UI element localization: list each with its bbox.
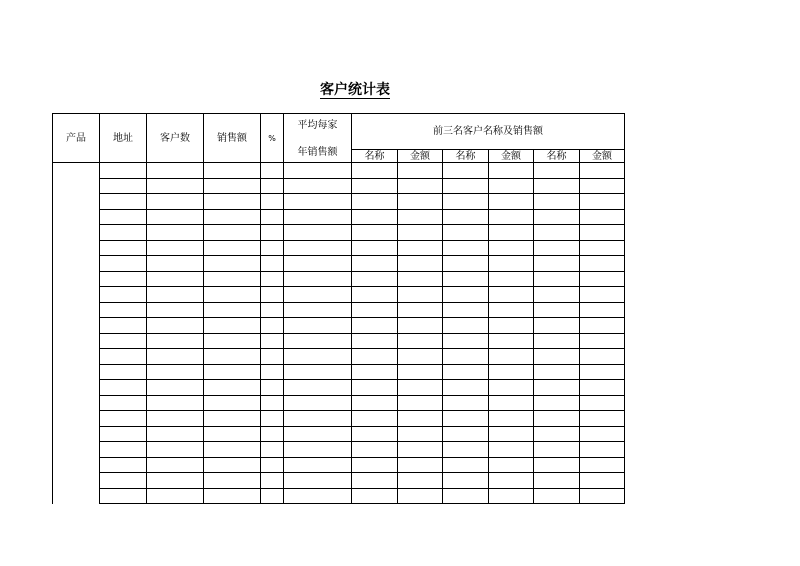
header-customer-count: 客户数 [147,114,204,163]
table-cell[interactable] [147,411,204,427]
table-cell[interactable] [580,488,625,504]
table-cell[interactable] [580,302,625,318]
table-row [53,349,625,365]
table-cell[interactable] [352,209,398,225]
table-cell[interactable] [534,395,580,411]
table-cell[interactable] [580,209,625,225]
subheader-name-3: 名称 [534,150,580,163]
table-cell[interactable] [398,380,443,396]
table-cell[interactable] [147,178,204,194]
table-cell[interactable] [204,457,261,473]
table-cell[interactable] [147,380,204,396]
table-cell[interactable] [398,318,443,334]
table-cell[interactable] [352,333,398,349]
table-cell[interactable] [580,225,625,241]
table-cell[interactable] [398,364,443,380]
table-row [53,178,625,194]
table-cell[interactable] [398,240,443,256]
header-product: 产品 [53,114,100,163]
table-cell[interactable] [100,380,147,396]
table-cell[interactable] [284,411,352,427]
table-cell[interactable] [147,457,204,473]
table-cell[interactable] [147,240,204,256]
table-cell[interactable] [398,163,443,179]
table-cell[interactable] [534,349,580,365]
table-cell[interactable] [352,457,398,473]
table-cell[interactable] [352,349,398,365]
table-cell[interactable] [443,426,489,442]
table-cell[interactable] [580,473,625,489]
table-cell[interactable] [100,163,147,179]
table-cell[interactable] [204,287,261,303]
table-cell[interactable] [147,225,204,241]
table-cell[interactable] [204,302,261,318]
table-cell[interactable] [284,349,352,365]
table-cell[interactable] [100,256,147,272]
table-cell[interactable] [534,240,580,256]
table-cell[interactable] [398,349,443,365]
table-cell[interactable] [534,364,580,380]
table-cell[interactable] [489,256,534,272]
table-cell[interactable] [534,442,580,458]
table-cell[interactable] [147,442,204,458]
table-cell[interactable] [443,178,489,194]
header-row [53,114,625,150]
table-cell[interactable] [352,395,398,411]
table-cell[interactable] [443,457,489,473]
table-cell[interactable] [204,225,261,241]
table-cell[interactable] [398,473,443,489]
table-cell[interactable] [534,318,580,334]
table-cell[interactable] [534,473,580,489]
table-row [53,426,625,442]
table-cell[interactable] [580,240,625,256]
table-cell[interactable] [204,426,261,442]
table-row [53,318,625,334]
table-cell[interactable] [534,163,580,179]
table-cell[interactable] [534,209,580,225]
table-cell[interactable] [147,473,204,489]
table-cell[interactable] [204,488,261,504]
table-cell[interactable] [284,457,352,473]
table-cell[interactable] [352,442,398,458]
table-cell[interactable] [261,473,284,489]
table-cell[interactable] [489,194,534,210]
table-cell[interactable] [352,380,398,396]
table-cell[interactable] [261,333,284,349]
table-cell[interactable] [489,271,534,287]
table-cell[interactable] [443,209,489,225]
table-cell[interactable] [147,163,204,179]
subheader-name-2: 名称 [443,150,489,163]
table-cell[interactable] [352,256,398,272]
table-row [53,240,625,256]
table-cell[interactable] [352,426,398,442]
table-cell[interactable] [204,333,261,349]
table-row [53,163,625,179]
table-cell[interactable] [100,364,147,380]
table-row [53,488,625,504]
table-cell[interactable] [261,364,284,380]
table-cell[interactable] [204,473,261,489]
table-cell[interactable] [489,442,534,458]
table-cell[interactable] [489,240,534,256]
table-row [53,395,625,411]
table-cell[interactable] [580,349,625,365]
customer-stats-table [52,113,625,504]
table-row [53,271,625,287]
table-cell[interactable] [489,318,534,334]
table-cell[interactable] [284,271,352,287]
table-cell[interactable] [147,426,204,442]
table-cell[interactable] [147,209,204,225]
table-cell[interactable] [204,349,261,365]
table-cell[interactable] [100,271,147,287]
table-cell[interactable] [284,209,352,225]
table-cell[interactable] [261,380,284,396]
table-cell[interactable] [534,256,580,272]
table-cell[interactable] [534,457,580,473]
table-cell[interactable] [352,364,398,380]
table-cell[interactable] [204,178,261,194]
table-cell[interactable] [580,271,625,287]
table-cell[interactable] [204,240,261,256]
table-cell[interactable] [204,411,261,427]
table-cell[interactable] [100,209,147,225]
table-cell[interactable] [204,271,261,287]
table-cell[interactable] [534,178,580,194]
table-cell[interactable] [261,194,284,210]
table-cell[interactable] [534,194,580,210]
table-cell[interactable] [261,488,284,504]
table-cell[interactable] [100,302,147,318]
table-row [53,302,625,318]
table-cell[interactable] [580,457,625,473]
table-cell[interactable] [261,349,284,365]
table-cell[interactable] [352,178,398,194]
table-cell[interactable] [284,426,352,442]
table-cell[interactable] [352,302,398,318]
table-cell[interactable] [204,194,261,210]
table-cell[interactable] [261,178,284,194]
table-cell[interactable] [100,411,147,427]
table-cell[interactable] [443,194,489,210]
table-cell[interactable] [352,488,398,504]
table-cell[interactable] [284,302,352,318]
table-row [53,225,625,241]
table-cell[interactable] [100,240,147,256]
subheader-amount-2: 金额 [489,150,534,163]
table-cell[interactable] [580,333,625,349]
table-cell[interactable] [534,225,580,241]
table-cell[interactable] [147,287,204,303]
table-cell[interactable] [489,163,534,179]
header-address: 地址 [100,114,147,163]
table-cell[interactable] [204,380,261,396]
table-cell[interactable] [100,473,147,489]
table-row [53,287,625,303]
table-cell[interactable] [352,240,398,256]
table-cell[interactable] [398,271,443,287]
table-cell[interactable] [261,240,284,256]
table-cell[interactable] [443,318,489,334]
table-cell[interactable] [284,194,352,210]
table-cell[interactable] [100,333,147,349]
table-cell[interactable] [489,380,534,396]
header-avg-line2: 年销售额 [297,147,338,158]
table-cell[interactable] [398,194,443,210]
table-cell[interactable] [147,194,204,210]
table-row [53,473,625,489]
table-cell[interactable] [284,256,352,272]
table-cell[interactable] [398,426,443,442]
table-cell[interactable] [489,426,534,442]
table-cell[interactable] [398,302,443,318]
table-cell[interactable] [352,473,398,489]
table-cell[interactable] [100,488,147,504]
table-cell[interactable] [489,287,534,303]
table-cell[interactable] [489,411,534,427]
table-cell[interactable] [284,488,352,504]
table-cell[interactable] [489,395,534,411]
table-cell[interactable] [398,442,443,458]
table-cell[interactable] [100,457,147,473]
table-cell[interactable] [284,473,352,489]
table-cell[interactable] [580,194,625,210]
header-top3-customers: 前三名客户名称及销售额 [352,114,625,150]
table-cell[interactable] [284,395,352,411]
table-cell[interactable] [398,256,443,272]
table-cell[interactable] [100,395,147,411]
table-cell[interactable] [398,225,443,241]
table-cell[interactable] [489,225,534,241]
table-cell[interactable] [443,411,489,427]
table-cell[interactable] [352,163,398,179]
table-cell[interactable] [284,240,352,256]
table-cell[interactable] [284,225,352,241]
table-cell[interactable] [100,349,147,365]
table-cell[interactable] [534,302,580,318]
table-cell[interactable] [100,178,147,194]
table-cell[interactable] [443,442,489,458]
table-cell[interactable] [443,287,489,303]
table-row [53,457,625,473]
table-cell[interactable] [398,333,443,349]
table-cell[interactable] [580,442,625,458]
table-cell[interactable] [100,426,147,442]
subheader-amount-1: 金额 [398,150,443,163]
table-cell[interactable] [534,287,580,303]
table-cell[interactable] [489,178,534,194]
table-cell[interactable] [580,364,625,380]
table-cell[interactable] [534,426,580,442]
table-cell[interactable] [534,488,580,504]
table-cell[interactable] [398,209,443,225]
table-cell[interactable] [443,333,489,349]
table-cell[interactable] [534,271,580,287]
table-cell[interactable] [398,488,443,504]
table-cell[interactable] [100,225,147,241]
table-cell[interactable] [489,349,534,365]
table-cell[interactable] [261,209,284,225]
table-cell[interactable] [100,194,147,210]
table-cell[interactable] [147,395,204,411]
table-cell[interactable] [261,411,284,427]
table-cell[interactable] [443,163,489,179]
table-cell[interactable] [398,178,443,194]
table-cell[interactable] [147,318,204,334]
table-cell[interactable] [284,318,352,334]
table-row [53,256,625,272]
table-cell[interactable] [489,302,534,318]
table-cell[interactable] [284,333,352,349]
table-cell[interactable] [147,256,204,272]
table-cell[interactable] [489,333,534,349]
table-cell[interactable] [261,426,284,442]
table-cell[interactable] [261,256,284,272]
table-cell[interactable] [261,225,284,241]
table-cell[interactable] [443,395,489,411]
table-cell[interactable] [284,163,352,179]
header-avg-line1: 平均每家 [297,120,338,131]
table-cell[interactable] [352,225,398,241]
table-cell[interactable] [284,287,352,303]
table-cell[interactable] [261,395,284,411]
table-cell[interactable] [204,364,261,380]
table-cell[interactable] [443,380,489,396]
table-cell[interactable] [489,364,534,380]
table-cell[interactable] [261,287,284,303]
table-cell[interactable] [398,287,443,303]
table-row [53,209,625,225]
table-cell[interactable] [534,333,580,349]
document-title: 客户统计表 [320,82,390,98]
table-cell[interactable] [204,395,261,411]
table-cell[interactable] [204,318,261,334]
product-cell[interactable] [53,163,100,504]
table-cell[interactable] [580,318,625,334]
table-cell[interactable] [284,380,352,396]
table-cell[interactable] [147,364,204,380]
table-cell[interactable] [204,256,261,272]
table-cell[interactable] [204,163,261,179]
table-cell[interactable] [443,349,489,365]
table-cell[interactable] [284,364,352,380]
table-cell[interactable] [489,457,534,473]
table-cell[interactable] [204,442,261,458]
table-cell[interactable] [100,287,147,303]
table-cell[interactable] [398,457,443,473]
table-cell[interactable] [100,442,147,458]
table-cell[interactable] [443,225,489,241]
table-cell[interactable] [147,333,204,349]
table-cell[interactable] [398,395,443,411]
table-cell[interactable] [284,442,352,458]
table-cell[interactable] [261,442,284,458]
table-cell[interactable] [443,473,489,489]
table-cell[interactable] [534,380,580,396]
table-cell[interactable] [443,302,489,318]
header-percent: % [261,114,284,163]
table-cell[interactable] [261,271,284,287]
table-cell[interactable] [443,488,489,504]
subheader-name-1: 名称 [352,150,398,163]
table-cell[interactable] [261,163,284,179]
table-cell[interactable] [147,302,204,318]
table-cell[interactable] [443,256,489,272]
table-cell[interactable] [489,473,534,489]
table-cell[interactable] [261,318,284,334]
table-cell[interactable] [534,411,580,427]
table-cell[interactable] [580,426,625,442]
table-row [53,333,625,349]
table-cell[interactable] [580,256,625,272]
table-cell[interactable] [443,364,489,380]
table-cell[interactable] [580,287,625,303]
table-cell[interactable] [443,240,489,256]
table-cell[interactable] [580,380,625,396]
table-cell[interactable] [147,349,204,365]
table-cell[interactable] [100,318,147,334]
table-cell[interactable] [284,178,352,194]
table-cell[interactable] [352,411,398,427]
table-cell[interactable] [352,287,398,303]
header-avg-sales-per-customer [284,114,352,163]
table-row [53,442,625,458]
table-cell[interactable] [352,271,398,287]
header-sales-amount: 销售额 [204,114,261,163]
table-cell[interactable] [489,488,534,504]
table-cell[interactable] [147,271,204,287]
table-cell[interactable] [580,395,625,411]
table-cell[interactable] [580,411,625,427]
table-cell[interactable] [398,411,443,427]
table-cell[interactable] [489,209,534,225]
table-row [53,364,625,380]
table-cell[interactable] [352,194,398,210]
table-cell[interactable] [580,163,625,179]
table-cell[interactable] [204,209,261,225]
subheader-amount-3: 金额 [580,150,625,163]
table-cell[interactable] [352,318,398,334]
table-cell[interactable] [443,271,489,287]
table-cell[interactable] [261,457,284,473]
table-cell[interactable] [580,178,625,194]
table-row [53,411,625,427]
table-row [53,380,625,396]
table-row [53,194,625,210]
table-cell[interactable] [261,302,284,318]
table-cell[interactable] [147,488,204,504]
